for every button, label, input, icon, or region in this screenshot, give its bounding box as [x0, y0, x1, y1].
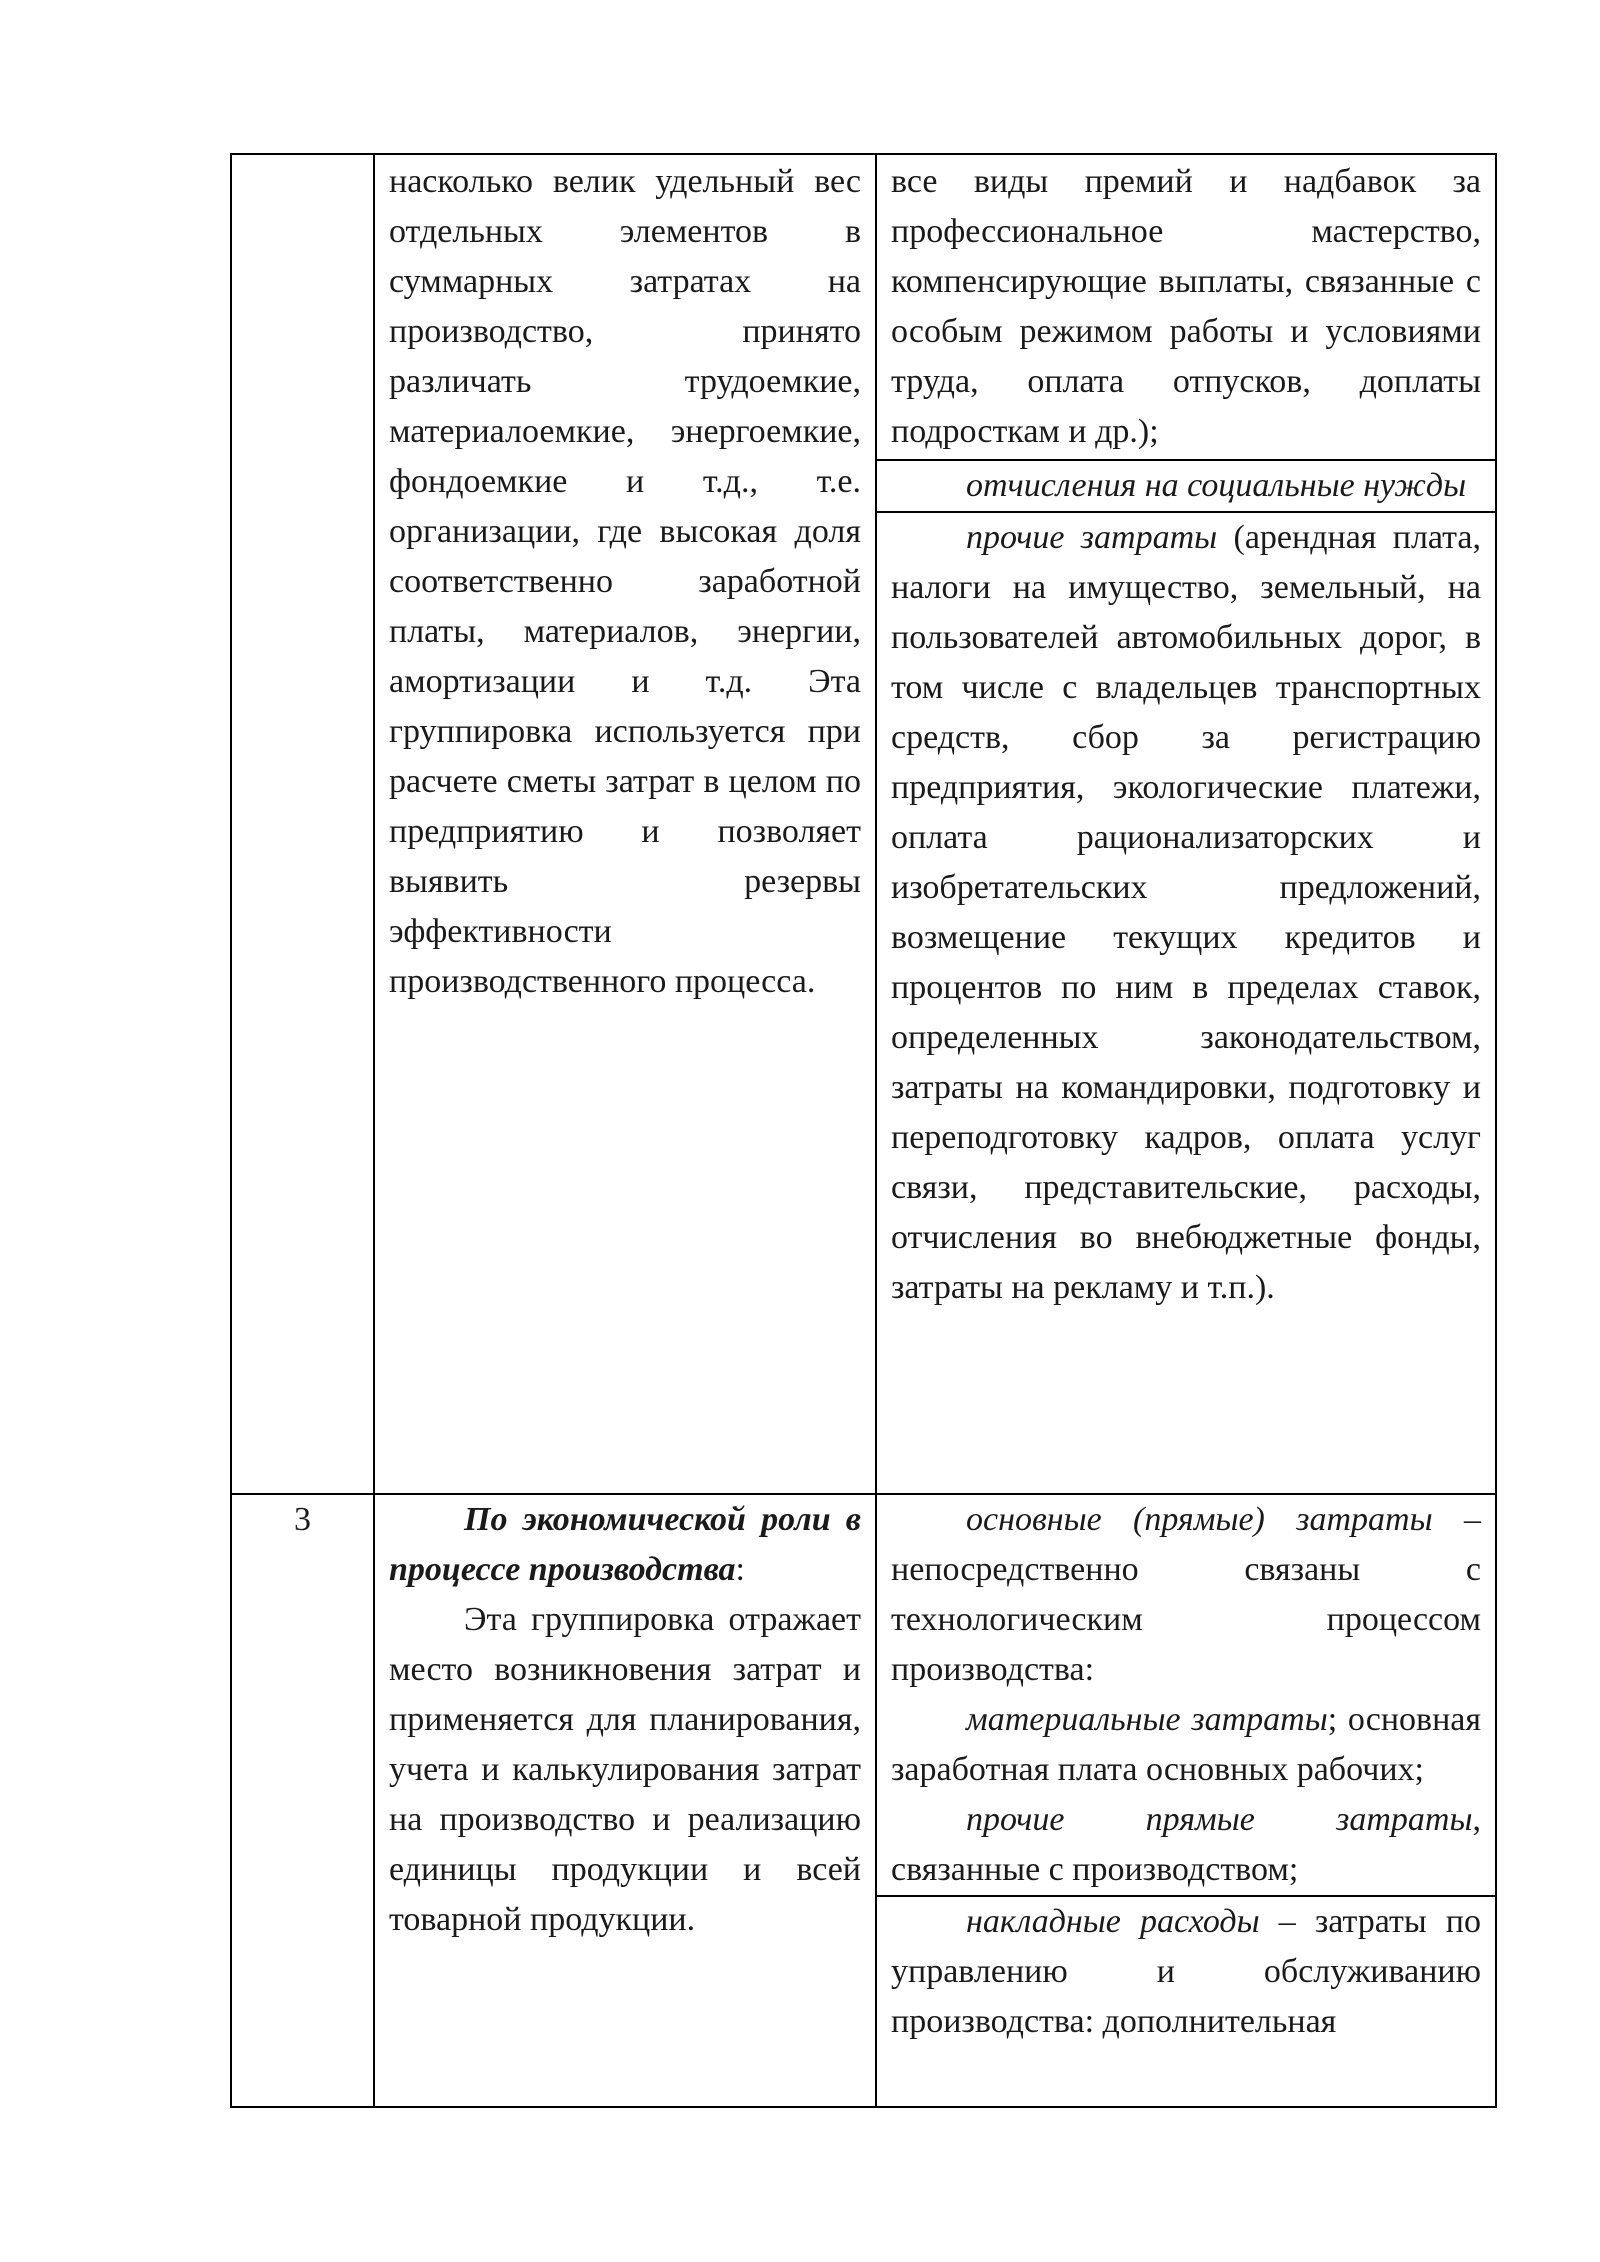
cost-items-cell [876, 154, 1496, 1494]
row-number-cell [231, 154, 374, 1494]
group-description-cell [374, 1494, 876, 2107]
cost-item-social-label: отчисления на социальные нужды [966, 467, 1467, 504]
material-costs-label: материальные затраты [966, 1701, 1328, 1738]
cost-item-other-label: прочие затраты [966, 519, 1218, 556]
row-number: 3 [294, 1501, 311, 1538]
other-direct-costs-text: , связанные с производством; [891, 1801, 1481, 1888]
direct-costs-block [877, 1495, 1495, 1895]
group-description-cell [374, 154, 876, 1494]
group-heading-colon: : [735, 1551, 745, 1588]
group-description: насколько велик удельный вес отдельных элементов в суммарных затратах на производство, принято различать трудоемкие, материалоемкие, энергоемкие, фондоемкие и т.д., т.е. организации, где высокая доля соответственно заработной платы, материалов, энергии, амортизации и т.д. Эта группировка используется при расчете сметы затрат в целом по предприятию и позволяет выявить резервы эффективности производственного процесса. [389, 163, 861, 1000]
cost-item-wages [877, 155, 1495, 459]
direct-costs-text: – непосредственно связаны с технологическим процессом производства: [891, 1501, 1481, 1688]
cost-item-social [877, 459, 1495, 511]
overhead-costs-block [877, 1895, 1495, 2047]
cost-item-other-text: (арендная плата, налоги на имущество, земельный, на пользователей автомобильных дорог, в том числе с владельцев транспортных средств, сбор за регистрацию предприятия, экологические платежи, оплата рационализаторских и изобретательских предложений, возмещение текущих кредитов и процентов по ним в пределах ставок, определенных законодательством, затраты на командировки, подготовку и переподготовку кадров, оплата услуг связи, представительские, расходы, отчисления во внебюджетные фонды, затраты на рекламу и т.п.). [891, 519, 1481, 1306]
overhead-costs-label: накладные расходы [966, 1903, 1260, 1940]
material-costs-text: ; основная заработная плата основных рабочих; [891, 1701, 1481, 1788]
table-row [231, 1494, 1496, 2107]
other-direct-costs-label: прочие прямые затраты [966, 1801, 1473, 1838]
cost-items-cell [876, 1494, 1496, 2107]
group-heading-title: По экономической роли в процессе производства [389, 1501, 861, 1588]
other-direct-costs [891, 1795, 1481, 1895]
row-number-cell [231, 1494, 374, 2107]
cost-item-wages-text: все виды премий и надбавок за профессиональное мастерство, компенсирующие выплаты, связанные с особым режимом работы и условиями труда, оплата отпусков, доплаты подросткам и др.); [891, 163, 1481, 450]
cost-classification-table [230, 153, 1497, 2108]
group-heading [375, 1495, 875, 1595]
cost-item-other [877, 511, 1495, 1313]
group-description: Эта группировка отражает место возникновения затрат и применяется для планирования, учета и калькулирования затрат на производство и реализацию единицы продукции и всей товарной продукции. [389, 1601, 861, 1938]
direct-costs-intro [891, 1495, 1481, 1695]
table-row [231, 154, 1496, 1494]
direct-costs-label: основные (прямые) затраты [966, 1501, 1433, 1538]
overhead-costs-text: – затраты по управлению и обслуживанию производства: дополнительная [891, 1903, 1481, 2040]
material-costs [891, 1695, 1481, 1795]
